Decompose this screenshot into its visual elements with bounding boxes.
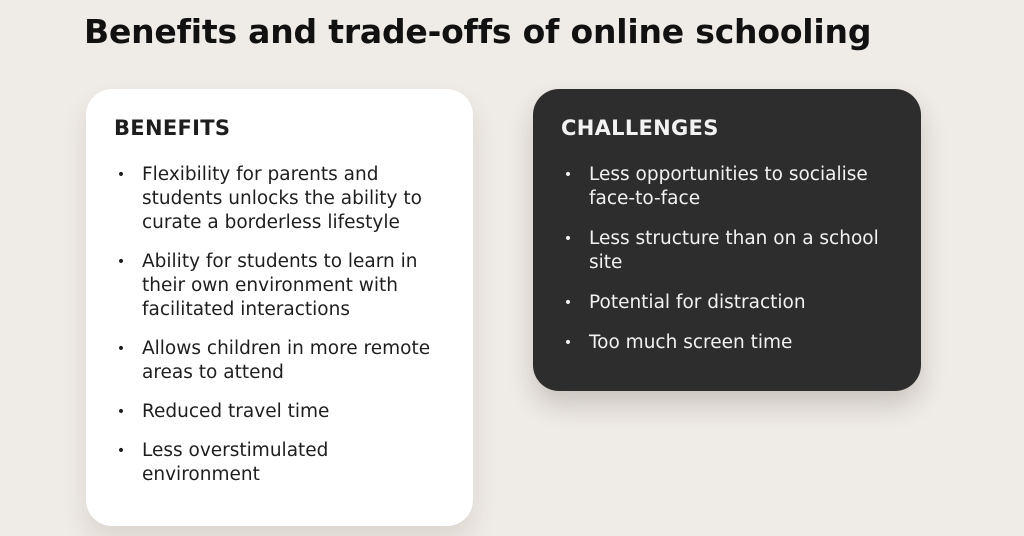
benefits-heading: BENEFITS <box>114 116 231 140</box>
challenge-item-text: Less opportunities to socialise face-to-face <box>589 164 868 209</box>
page-title: Benefits and trade-offs of online schooling <box>84 12 872 51</box>
challenge-item <box>561 331 895 355</box>
bullet-icon: • <box>116 341 126 357</box>
challenges-card <box>533 89 921 391</box>
benefit-item-text: Ability for students to learn in their own environment with facilitated interactions <box>142 251 418 320</box>
bullet-icon: • <box>563 295 573 311</box>
benefit-item-text: Allows children in more remote areas to attend <box>142 338 431 383</box>
benefit-item-text: Less overstimulated environment <box>142 440 329 485</box>
benefit-item-text: Flexibility for parents and students unlocks the ability to curate a borderless lifestyle <box>142 164 422 233</box>
benefit-item-text: Reduced travel time <box>142 401 330 422</box>
benefit-item <box>114 163 447 235</box>
challenges-heading: CHALLENGES <box>561 116 719 140</box>
benefits-list <box>114 163 447 487</box>
challenge-item <box>561 291 895 315</box>
challenge-item-text: Potential for distraction <box>589 292 806 313</box>
benefit-item <box>114 337 447 385</box>
bullet-icon: • <box>563 167 573 183</box>
bullet-icon: • <box>116 404 126 420</box>
benefit-item <box>114 250 447 322</box>
bullet-icon: • <box>116 167 126 183</box>
bullet-icon: • <box>116 254 126 270</box>
bullet-icon: • <box>116 443 126 459</box>
challenge-item <box>561 163 895 211</box>
challenge-item <box>561 227 895 275</box>
challenge-item-text: Less structure than on a school site <box>589 228 879 273</box>
bullet-icon: • <box>563 335 573 351</box>
benefit-item <box>114 400 447 424</box>
benefits-card <box>86 89 473 526</box>
challenges-list <box>561 163 895 355</box>
bullet-icon: • <box>563 231 573 247</box>
challenge-item-text: Too much screen time <box>589 332 793 353</box>
benefit-item <box>114 439 447 487</box>
